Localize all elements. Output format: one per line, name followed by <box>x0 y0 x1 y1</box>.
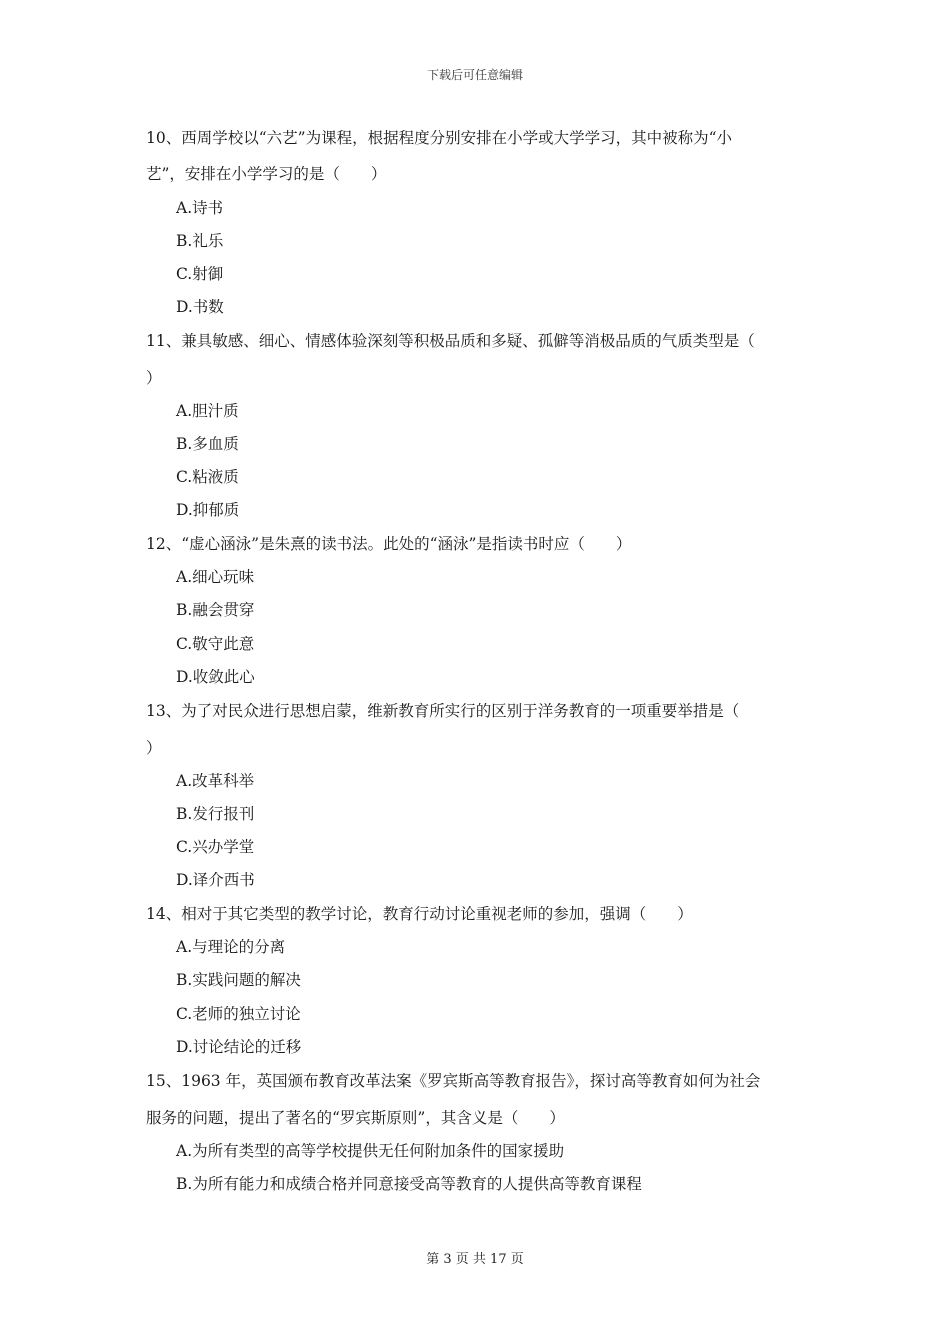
question-11-stem-line-1: 11、兼具敏感、细心、情感体验深刻等积极品质和多疑、孤僻等消极品质的气质类型是（ <box>146 332 755 350</box>
question-14-option-b[interactable]: B.实践问题的解决 <box>176 971 301 989</box>
question-13-stem-line-2: ） <box>146 739 162 757</box>
question-13-stem-line-1: 13、为了对民众进行思想启蒙，维新教育所实行的区别于洋务教育的一项重要举措是（ <box>146 702 740 720</box>
page-header: 下载后可任意编辑 <box>426 68 523 82</box>
question-13-option-d[interactable]: D.译介西书 <box>176 871 255 889</box>
question-11-option-a[interactable]: A.胆汁质 <box>176 402 239 420</box>
question-10-option-b[interactable]: B.礼乐 <box>176 232 224 250</box>
question-10-stem-line-1: 10、西周学校以“六艺”为课程，根据程度分别安排在小学或大学学习，其中被称为“小 <box>146 129 732 147</box>
question-13-option-b[interactable]: B.发行报刊 <box>176 805 255 823</box>
question-15-option-a[interactable]: A.为所有类型的高等学校提供无任何附加条件的国家援助 <box>176 1142 565 1160</box>
question-10-option-c[interactable]: C.射御 <box>176 265 224 283</box>
question-15-stem-line-1: 15、1963 年，英国颁布教育改革法案《罗宾斯高等教育报告》，探讨高等教育如何为社会 <box>146 1072 761 1090</box>
page-number: 第 3 页 共 17 页 <box>426 1252 524 1267</box>
question-13-option-a[interactable]: A.改革科举 <box>176 772 255 790</box>
question-12-option-d[interactable]: D.收敛此心 <box>176 668 255 686</box>
question-14-option-a[interactable]: A.与理论的分离 <box>176 938 286 956</box>
question-12-option-c[interactable]: C.敬守此意 <box>176 635 255 653</box>
question-11-stem-line-2: ） <box>146 369 162 387</box>
question-10-option-d[interactable]: D.书数 <box>176 298 224 316</box>
question-10-option-a[interactable]: A.诗书 <box>176 199 224 217</box>
question-12-stem-line-1: 12、“虚心涵泳”是朱熹的读书法。此处的“涵泳”是指读书时应（ ） <box>146 535 632 553</box>
question-11-option-d[interactable]: D.抑郁质 <box>176 501 240 519</box>
question-12-option-a[interactable]: A.细心玩味 <box>176 568 255 586</box>
question-11-option-b[interactable]: B.多血质 <box>176 435 239 453</box>
question-15-option-b[interactable]: B.为所有能力和成绩合格并同意接受高等教育的人提供高等教育课程 <box>176 1175 642 1193</box>
question-14-stem-line-1: 14、相对于其它类型的教学讨论，教育行动讨论重视老师的参加，强调（ ） <box>146 905 693 923</box>
question-10-stem-line-2: 艺”，安排在小学学习的是（ ） <box>146 165 387 183</box>
question-11-option-c[interactable]: C.粘液质 <box>176 468 239 486</box>
question-13-option-c[interactable]: C.兴办学堂 <box>176 838 255 856</box>
question-15-stem-line-2: 服务的问题，提出了著名的“罗宾斯原则”，其含义是（ ） <box>146 1109 565 1127</box>
question-12-option-b[interactable]: B.融会贯穿 <box>176 601 255 619</box>
question-14-option-c[interactable]: C.老师的独立讨论 <box>176 1005 301 1023</box>
question-14-option-d[interactable]: D.讨论结论的迁移 <box>176 1038 302 1056</box>
